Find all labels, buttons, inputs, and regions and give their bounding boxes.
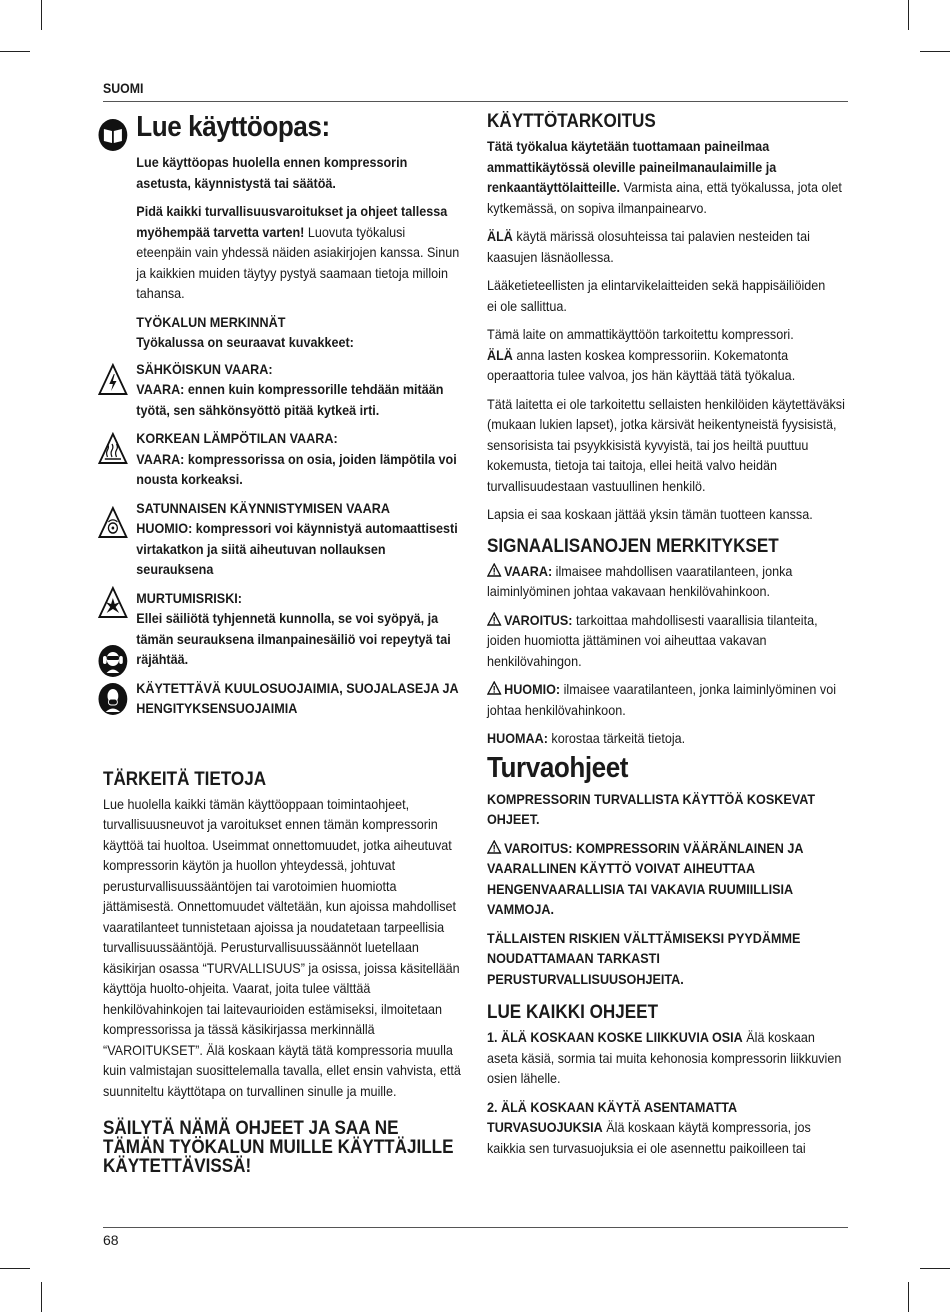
keep-warnings-text: Luovuta työkalusi eteenpäin vain yhdessä näiden asiakirjojen kanssa. Sinun ja kaikkien muiden täytyy pystyä saamaan tietoja milloin tahansa. xyxy=(136,223,460,301)
medical-text: Lääketieteellisten ja elintarvikelaitteiden sekä happisäiliöiden xyxy=(487,277,826,293)
ppe-text: KÄYTETTÄVÄ KUULOSUOJAIMIA, SUOJALASEJA JA HENGITYKSENSUOJAIMIA xyxy=(136,679,459,716)
ear-eye-protection-icon xyxy=(98,644,129,678)
symbol-text: VAARA: ennen kuin kompressorille tehdään mitään työtä, sen sähkönsyöttö pitää kytkeä irti. xyxy=(136,381,444,418)
crop-mark xyxy=(0,1268,30,1269)
crop-mark xyxy=(41,0,42,30)
signal-note: HUOMAA: korostaa tärkeitä tietoja. xyxy=(487,730,686,746)
crop-mark xyxy=(0,51,30,52)
footer-rule xyxy=(103,1227,848,1228)
warning-caps: VAROITUS: KOMPRESSORIN VÄÄRÄNLAINEN JA VAARALLINEN KÄYTTÖ VOIVAT AIHEUTTAA HENGENVAARALLISIA TAI VAKAVIA RUUMIILLISIA VAMMOJA. xyxy=(487,839,804,917)
symbol-explosion xyxy=(103,588,463,670)
symbol-title: SÄHKÖISKUN VAARA: xyxy=(136,360,273,377)
keep-warnings-bold: Pidä kaikki turvallisuusvaroitukset ja ohjeet tallessa myöhempää tarvetta varten! xyxy=(136,203,448,240)
symbol-autostart xyxy=(103,498,463,580)
right-column xyxy=(487,110,848,1166)
rule-2-title: 2. ÄLÄ KOSKAAN KÄYTÄ ASENTAMATTA TURVASUOJUKSIA xyxy=(487,1098,737,1135)
children-touch-text: anna lasten koskea kompressoriin. Kokematonta operaattoria tulee valvoa, jos hän käyttää tätä työkalua. xyxy=(487,346,796,383)
important-title: TÄRKEITÄ TIETOJA xyxy=(103,768,267,790)
signal-words-title: SIGNAALISANOJEN MERKITYKSET xyxy=(487,535,779,557)
symbol-title: KORKEAN LÄMPÖTILAN VAARA: xyxy=(136,430,338,446)
dont-bold: ÄLÄ xyxy=(487,228,513,244)
symbol-text: HUOMIO: kompressori voi käynnistyä automaattisesti virtakatkon ja siitä aiheutuvan nollauksen seurauksena xyxy=(136,520,458,577)
purpose-bold: Tätä työkalua käytetään tuottamaan paineilmaa ammattikäytössä oleville paineilmanaulaimille ja renkaantäyttölaitteille. xyxy=(487,138,777,195)
professional-use-text: Tämä laite on ammattikäyttöön tarkoitettu kompressori. xyxy=(487,326,794,342)
language-label: SUOMI xyxy=(103,80,144,96)
page-number: 68 xyxy=(103,1232,119,1248)
symbol-title: MURTUMISRISKI: xyxy=(136,589,242,606)
children-alone-text: Lapsia ei saa koskaan jättää yksin tämän tuotteen kanssa. xyxy=(487,506,813,522)
hot-surface-icon xyxy=(98,432,129,466)
symbol-text: VAARA: kompressorissa on osia, joiden lämpötila voi nousta korkeaksi. xyxy=(136,450,457,487)
crop-mark xyxy=(920,1268,950,1269)
auto-start-icon xyxy=(98,506,129,540)
symbol-hot xyxy=(103,428,463,490)
page-title: Lue käyttöopas: xyxy=(136,111,330,143)
rule-1-text: Älä koskaan aseta käsiä, sormia tai muita kehonosia kompressorin liikkuvien osien lähelle. xyxy=(487,1029,842,1086)
signal-warning: VAROITUS: tarkoittaa mahdollisesti vaarallisia tilanteita, joiden huomiotta jättäminen voi aiheuttaa vakavan henkilövahingon. xyxy=(487,611,818,669)
wet-conditions-text: käytä märissä olosuhteissa tai palavien nesteiden tai kaasujen läsnäollessa. xyxy=(487,228,810,265)
medical-text-2: ei ole sallittua. xyxy=(487,297,567,314)
crop-mark xyxy=(908,1282,909,1312)
book-icon xyxy=(98,118,129,152)
rule-2-text: Älä koskaan käytä kompressoria, jos kaikkia sen turvasuojuksia ei ole asennettu paikoilleen tai xyxy=(487,1119,811,1156)
symbol-text: Ellei säiliötä tyhjennetä kunnolla, se voi syöpyä, ja tämän seurauksena ilmanpainesäiliö voi repeytyä tai räjähtää. xyxy=(136,610,451,667)
warning-triangle-icon xyxy=(487,840,501,854)
ppe-block xyxy=(103,678,463,758)
symbol-title: SATUNNAISEN KÄYNNISTYMISEN VAARA xyxy=(136,499,390,516)
warning-triangle-icon xyxy=(487,563,501,577)
crop-mark xyxy=(41,1282,42,1312)
read-manual-block xyxy=(103,110,463,353)
explosion-icon xyxy=(98,586,129,620)
signal-danger: VAARA: ilmaisee mahdollisen vaaratilanteen, jonka laiminlyöminen johtaa vakavaan henkilövahinkoon. xyxy=(487,562,793,599)
persons-text: Tätä laitetta ei ole tarkoitettu sellaisten henkilöiden käytettäväksi (mukaan lukien lapset), jotka kärsivät heikentyneistä fyysisistä, sensorisista tai psyykkisistä kyvyistä, tai jos heiltä puuttuu kokemusta, tietoja tai taitoja, ellei heitä valvo heidän turvallisuudestaan vastuullinen henkilö. xyxy=(487,395,845,494)
warning-triangle-icon xyxy=(487,681,501,695)
safety-subtitle: KOMPRESSORIN TURVALLISTA KÄYTTÖÄ KOSKEVAT OHJEET. xyxy=(487,790,816,827)
respirator-icon xyxy=(98,682,129,716)
dont-bold: ÄLÄ xyxy=(487,346,513,363)
signal-caution: HUOMIO: ilmaisee vaaratilanteen, jonka laiminlyöminen voi johtaa henkilövahinkoon. xyxy=(487,681,837,718)
rule-1-title: 1. ÄLÄ KOSKAAN KOSKE LIIKKUVIA OSIA xyxy=(487,1029,743,1045)
avoid-risks-text: TÄLLAISTEN RISKIEN VÄLTTÄMISEKSI PYYDÄMME NOUDATTAMAAN TARKASTI PERUSTURVALLISUUSOHJEITA. xyxy=(487,929,801,987)
header-rule xyxy=(103,101,848,102)
electric-shock-icon xyxy=(98,363,129,397)
safety-title: Turvaohjeet xyxy=(487,751,629,784)
left-column xyxy=(103,110,463,1176)
symbol-electric xyxy=(103,359,463,421)
important-body: Lue huolella kaikki tämän käyttöoppaan toimintaohjeet, turvallisuusneuvot ja varoitukset ennen tämän kompressorin käyttöä tai huoltoa. Useimmat onnettomuudet, jotka aiheutuvat kompressorin käytön ja huollon yhteydessä, johtuvat perusturvallisuussääntöjen tai varotoimien huomiotta jättämisestä. Onnettomuudet vältetään, kun ajoissa mahdolliset vaaratilanteet tunnistetaan ajoissa ja noudatetaan tarpeellisia turvallisuussääntöjä. Perusturvallisuussäännöt luetellaan käsikirjan osassa “TURVALLISUUS” ja osissa, joissa käsitellään käyttöja huolto-ohjeita. Vaarat, joita tulee välttää henkilövahinkojen tai laitevaurioiden estämiseksi, ilmoitetaan kompressorissa ja tässä käsikirjassa merkinnällä “VAROITUKSET”. Älä koskaan käytä tätä kompressoria muulla kuin valmistajan suosittelemalla tavalla, ellet ensin vahvista, että suunniteltu käyttötapa on turvallinen sinulle ja muille. xyxy=(103,795,461,1099)
warning-triangle-icon xyxy=(487,612,501,626)
purpose-title: KÄYTTÖTARKOITUS xyxy=(487,111,656,132)
purpose-text: Varmista aina, että työkalussa, jota olet kytkemässä, on sopiva ilmanpainearvo. xyxy=(487,179,842,216)
intro-text: Lue käyttöopas huolella ennen kompressorin asetusta, käynnistystä tai säätöä. xyxy=(136,154,408,191)
markings-subtitle: Työkalussa on seuraavat kuvakkeet: xyxy=(136,334,354,350)
keep-instructions-title: SÄILYTÄ NÄMÄ OHJEET JA SAA NE TÄMÄN TYÖKALUN MUILLE KÄYTTÄJILLE KÄYTETTÄVISSÄ! xyxy=(103,1118,454,1177)
crop-mark xyxy=(908,0,909,30)
markings-title: TYÖKALUN MERKINNÄT xyxy=(136,313,286,330)
crop-mark xyxy=(920,51,950,52)
read-all-title: LUE KAIKKI OHJEET xyxy=(487,1002,659,1023)
